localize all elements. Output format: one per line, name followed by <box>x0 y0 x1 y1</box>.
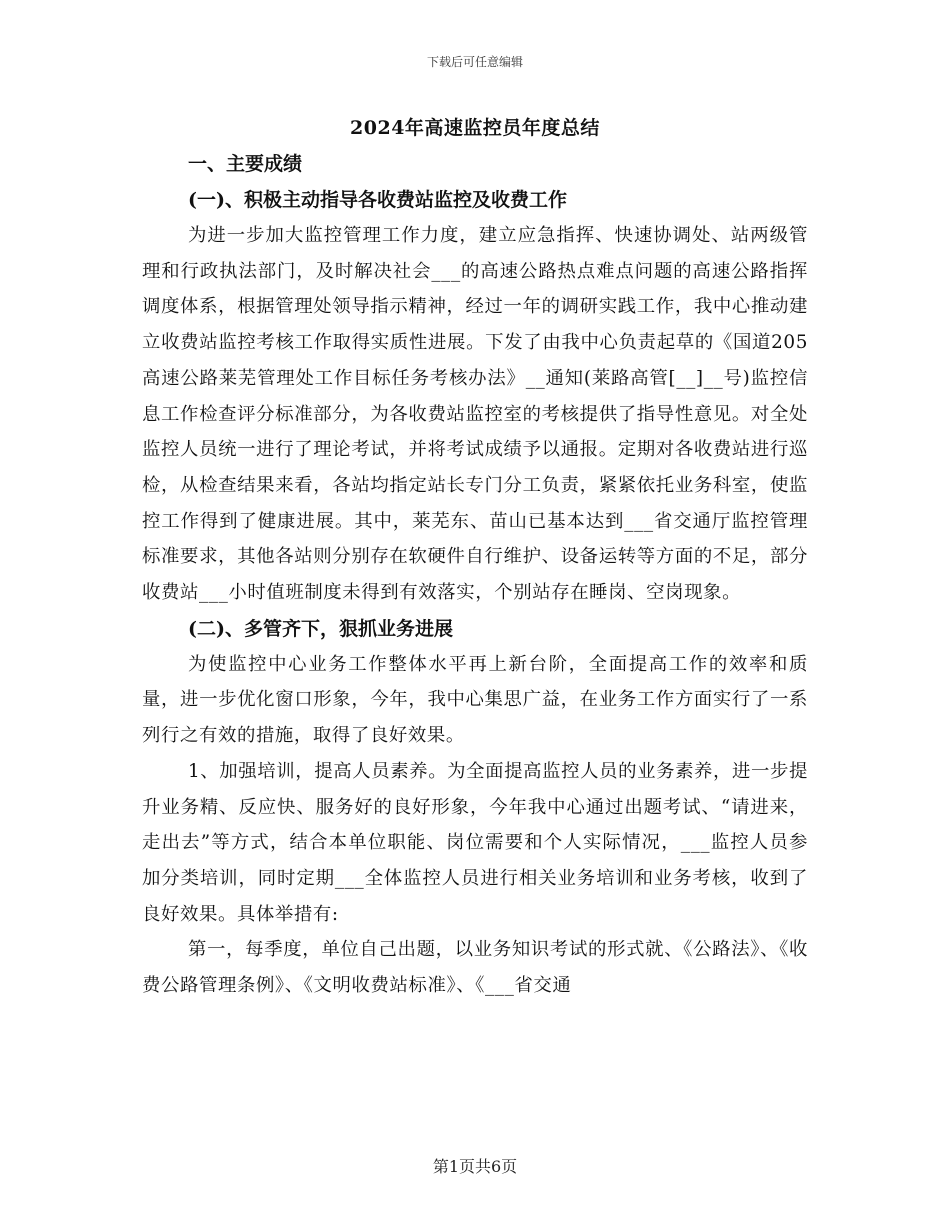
paragraph-4: 第一，每季度，单位自己出题，以业务知识考试的形式就、《公路法》、《收费公路管理条例》、《文明收费站标准》、《___省交通 <box>142 939 808 997</box>
paragraph-2: 为使监控中心业务工作整体水平再上新台阶，全面提高工作的效率和质量，进一步优化窗口形象，今年，我中心集思广益，在业务工作方面实行了一系列行之有效的措施，取得了良好效果。 <box>142 653 808 747</box>
paragraph-1: 为进一步加大监控管理工作力度，建立应急指挥、快速协调处、站两级管理和行政执法部门，及时解决社会___的高速公路热点难点问题的高速公路指挥调度体系，根据管理处领导指示精神，经过一年的调研实践工作，我中心推动建立收费站监控考核工作取得实质性进展。下发了由我中心负责起草的《国道205高速公路莱芜管理处工作目标任务考核办法》__通知(莱路高管[__]__号)监控信息工作检查评分标准部分，为各收费站监控室的考核提供了指导性意见。对全处监控人员统一进行了理论考试，并将考试成绩予以通报。定期对各收费站进行巡检，从检查结果来看，各站均指定站长专门分工负责，紧紧依托业务科室，使监控工作得到了健康进展。其中，莱芜东、苗山已基本达到___省交通厅监控管理标准要求，其他各站则分别存在软硬件自行维护、设备运转等方面的不足，部分收费站___小时值班制度未得到有效落实，个别站存在睡岗、空岗现象。 <box>142 225 808 604</box>
page-footer: 第1页共6页 <box>432 1157 518 1176</box>
subsection-heading-1: (一)、积极主动指导各收费站监控及收费工作 <box>188 189 567 211</box>
page-header: 下载后可任意编辑 <box>426 55 523 69</box>
subsection-heading-2: (二)、多管齐下，狠抓业务进展 <box>188 617 453 640</box>
paragraph-3: 1、加强培训，提高人员素养。为全面提高监控人员的业务素养，进一步提升业务精、反应快、服务好的良好形象，今年我中心通过出题考试、“请进来，走出去”等方式，结合本单位职能、岗位需要和个人实际情况，___监控人员参加分类培训，同时定期___全体监控人员进行相关业务培训和业务考核，收到了良好效果。具体举措有: <box>142 760 809 925</box>
section-heading: 一、主要成绩 <box>188 153 303 175</box>
document-body <box>142 112 808 1004</box>
document-title: 2024年高速监控员年度总结 <box>350 117 600 139</box>
